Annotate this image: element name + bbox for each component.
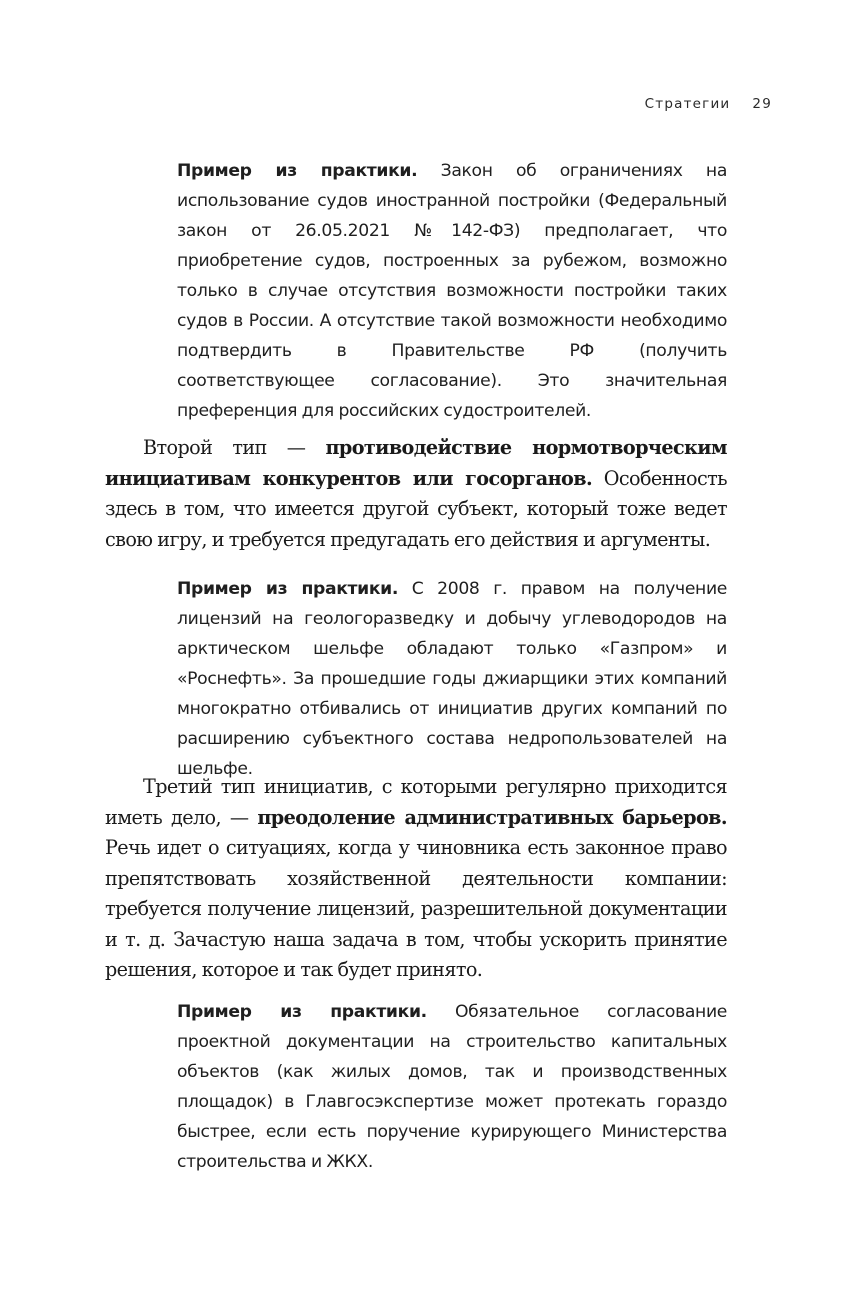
practice-example-2 xyxy=(177,574,727,784)
page-number: 29 xyxy=(752,96,772,112)
example-lead: Пример из практики. xyxy=(177,579,399,599)
paragraph-text-start: Второй тип — xyxy=(143,436,326,459)
example-text: Закон об ограничениях на использование судов иностранной постройки (Федеральный закон от 26.05.2021 №142-ФЗ) предполагает, что приобретение судов, построенных за рубежом, возможно только в случае отсутствия возможности постройки таких судов в России. А отсутствие такой возможности необходимо подтвердить в Правительстве РФ (получить соответствующее согласование). Это значительная преференция для российских судостроителей. xyxy=(177,161,727,421)
paragraph-emphasis: противодействие нормотворческим инициативам конкурентов или госорганов. xyxy=(105,436,727,490)
paragraph-text-start: Третий тип инициатив, с которыми регулярно приходится иметь дело, — xyxy=(105,775,727,829)
body-paragraph-1 xyxy=(105,433,727,555)
practice-example-1 xyxy=(177,156,727,426)
paragraph-text-end: Речь идет о ситуациях, когда у чиновника есть законное право препятствовать хозяйственной деятельности компании: требуется получение лицензий, разрешительной документации и т. д. Зачастую наша задача в том, чтобы ускорить принятие решения, которое и так будет принято. xyxy=(105,836,727,981)
example-text: С 2008 г. правом на получение лицензий на геологоразведку и добычу углеводородов на арктическом шельфе обладают только «Газпром» и «Роснефть». За прошедшие годы джиарщики этих компаний многократно отбивались от инициатив других компаний по расширению субъектного состава недропользователей на шельфе. xyxy=(177,579,727,779)
paragraph-emphasis: преодоление административных барьеров. xyxy=(257,805,727,829)
paragraph-text-end: Особенность здесь в том, что имеется другой субъект, который тоже ведет свою игру, и требуется предугадать его действия и аргументы. xyxy=(105,466,727,551)
section-title: Стратегии xyxy=(644,96,731,112)
practice-example-3 xyxy=(177,997,727,1177)
example-text: Обязательное согласование проектной документации на строительство капитальных объектов (как жилых домов, так и производственных площадок) в Главгосэкспертизе может протекать гораздо быстрее, если есть поручение курирующего Министерства строительства и ЖКХ. xyxy=(177,1002,727,1172)
body-paragraph-2 xyxy=(105,772,727,986)
example-lead: Пример из практики. xyxy=(177,161,418,181)
running-head xyxy=(0,96,772,112)
example-lead: Пример из практики. xyxy=(177,1002,427,1022)
